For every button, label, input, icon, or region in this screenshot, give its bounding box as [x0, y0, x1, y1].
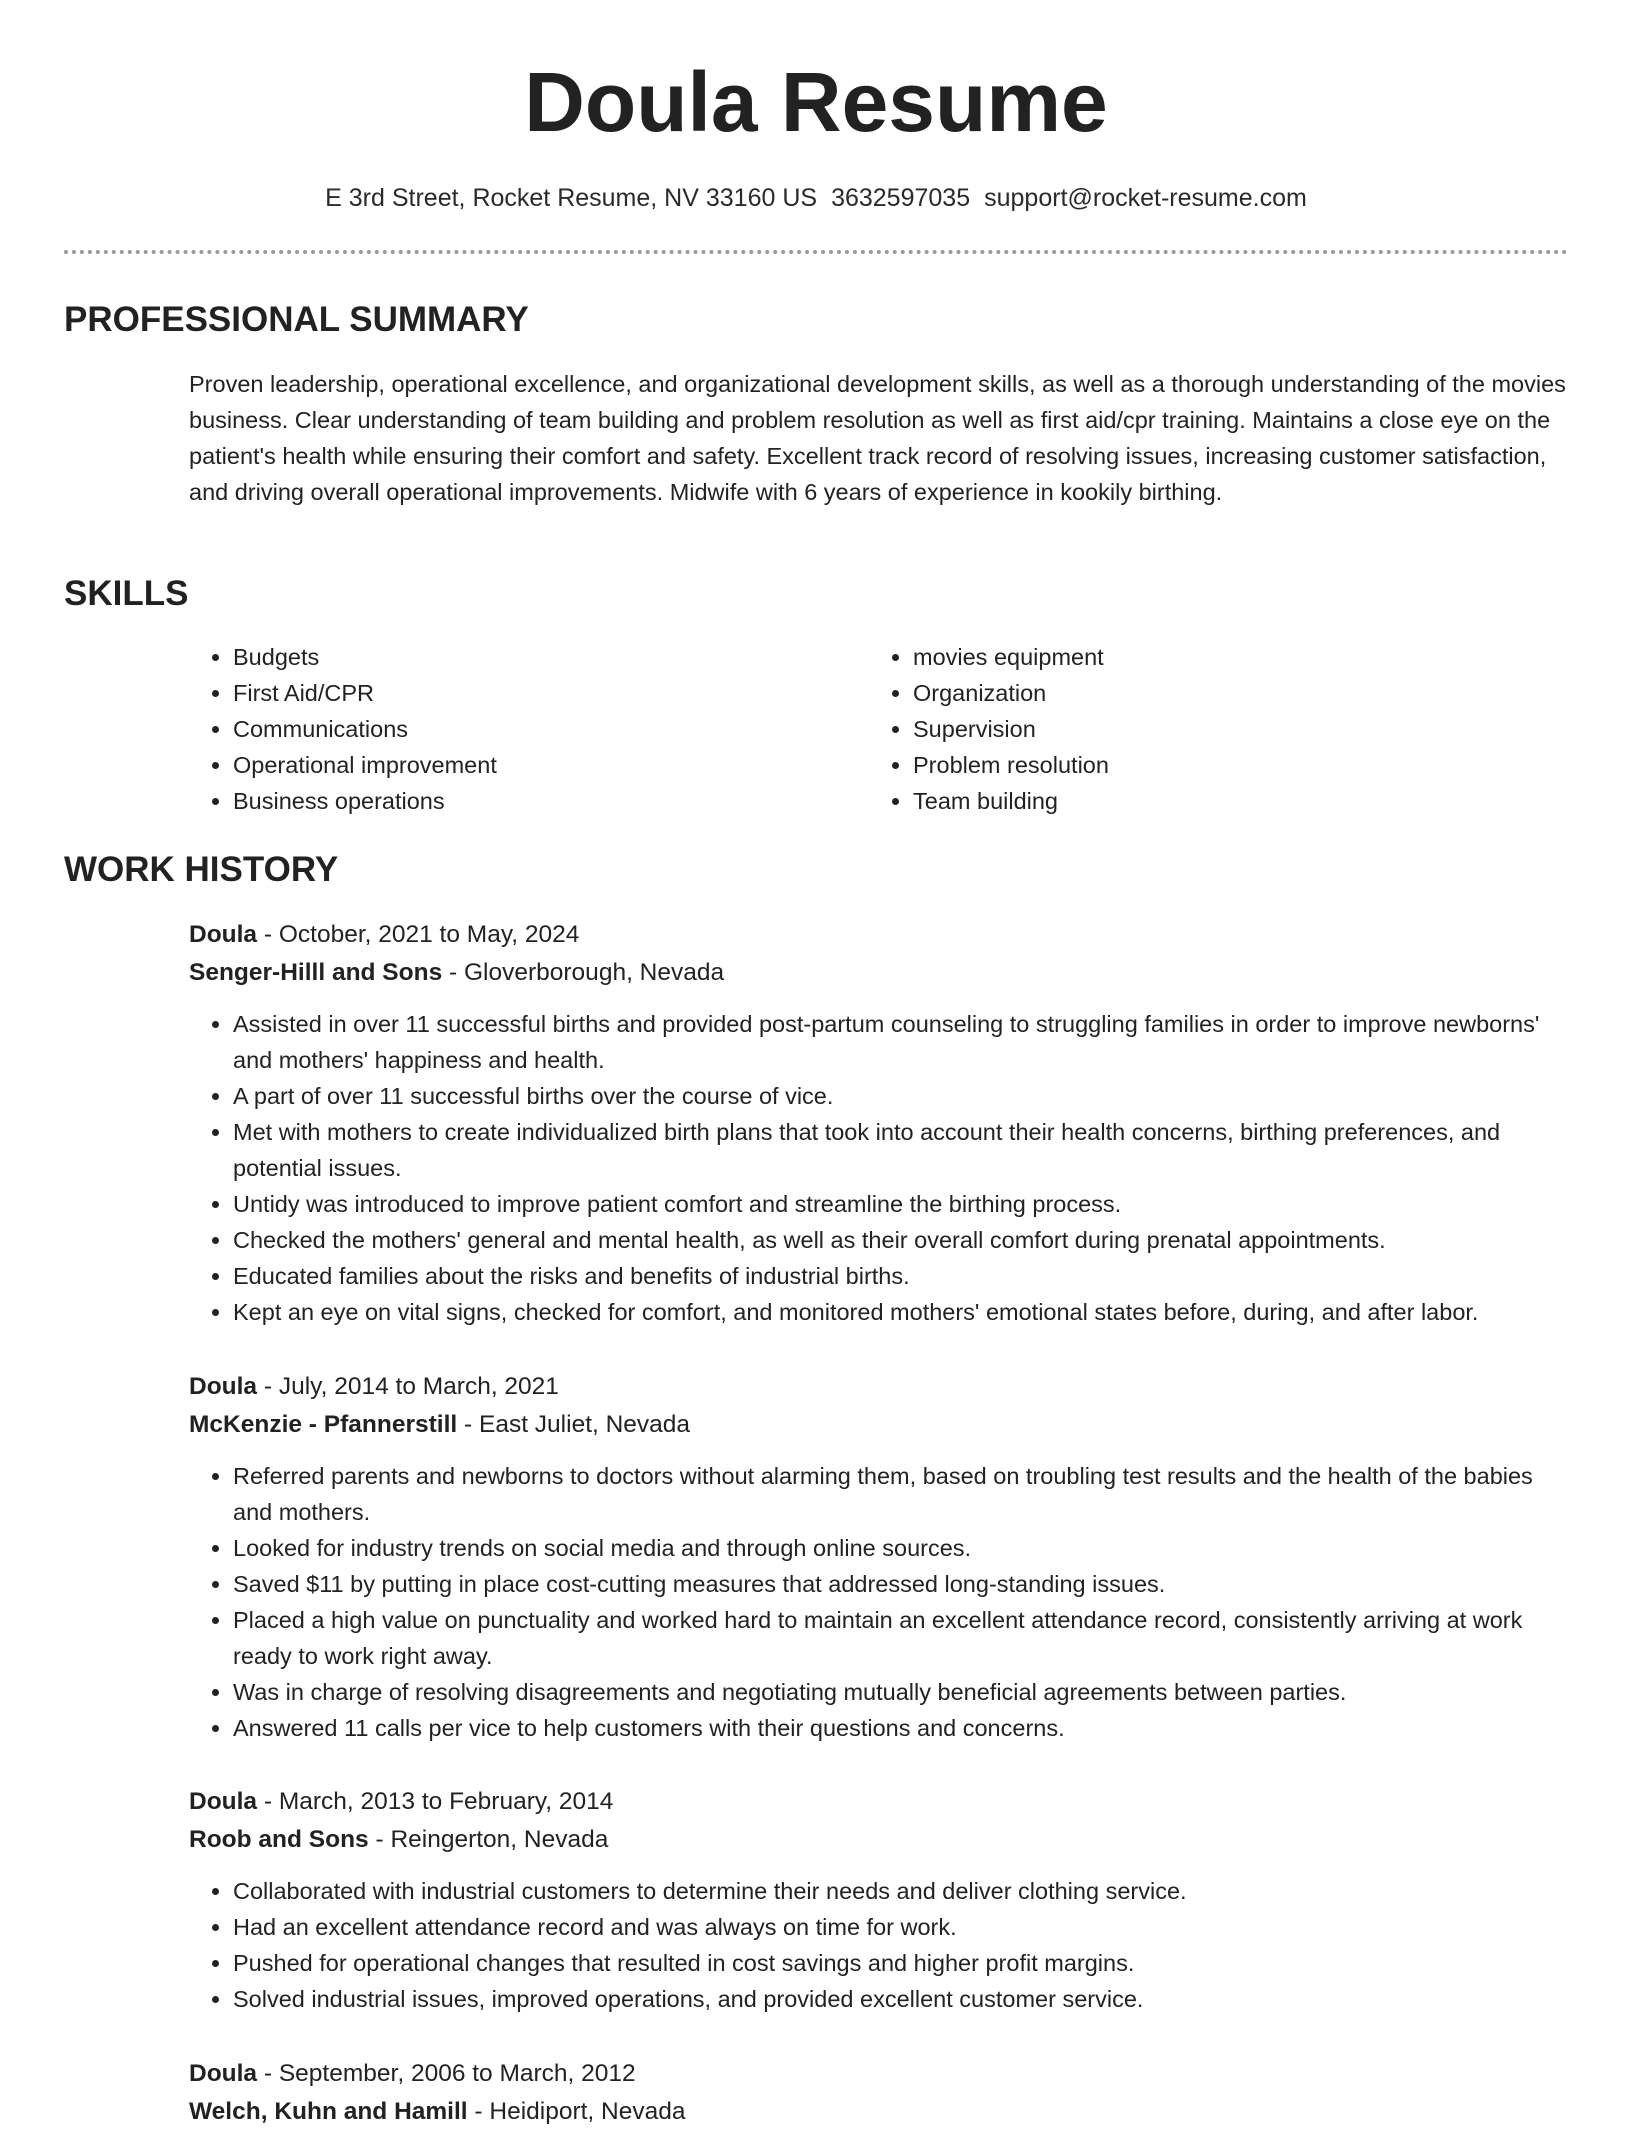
job-bullet: • Met with mothers to create individualized birth plans that took into account their health concerns, birthing preferences, and potential issues.: [233, 1114, 1569, 1186]
job-company: Roob and Sons: [189, 1826, 369, 1853]
skill-item: • First Aid/CPR: [233, 675, 873, 711]
job-entry: [189, 916, 1569, 1330]
job-dates: - September, 2006 to March, 2012: [257, 2060, 636, 2087]
job-bullet: • Placed a high value on punctuality and worked hard to maintain an excellent attendance record, consistently arriving at work ready to work right away.: [233, 1602, 1569, 1674]
job-title-line: [189, 916, 1569, 954]
job-bullet: • Untidy was introduced to improve patient comfort and streamline the birthing process.: [233, 1186, 1569, 1222]
job-location: - Heidiport, Nevada: [467, 2098, 686, 2125]
job-bullet: • A part of over 11 successful births over the course of vice.: [233, 1078, 1569, 1114]
job-company-line: [189, 2093, 1569, 2131]
job-dates: - October, 2021 to May, 2024: [257, 921, 580, 948]
job-bullet: • Solved industrial issues, improved operations, and provided excellent customer service.: [233, 1981, 1569, 2017]
job-company-line: [189, 1406, 1569, 1444]
skills-list-left: [189, 639, 873, 819]
job-title-line: [189, 2055, 1569, 2093]
job-bullet: • Educated families about the risks and benefits of industrial births.: [233, 1258, 1569, 1294]
job-entry: [189, 1368, 1569, 1746]
job-bullet-list: [189, 1006, 1569, 1330]
skill-item: • movies equipment: [913, 639, 1553, 675]
skill-item: • Operational improvement: [233, 747, 873, 783]
job-bullet: • Had an excellent attendance record and was always on time for work.: [233, 1909, 1569, 1945]
job-bullet: • Assisted in over 11 successful births and provided post-partum counseling to struggling families in order to improve newborns' and mothers' happiness and health.: [233, 1006, 1569, 1078]
job-bullet: • Saved $11 by putting in place cost-cutting measures that addressed long-standing issues.: [233, 1566, 1569, 1602]
job-bullet: • Checked the mothers' general and mental health, as well as their overall comfort during prenatal appointments.: [233, 1222, 1569, 1258]
header-divider: [64, 250, 1568, 254]
phone-text: 3632597035: [831, 184, 971, 212]
job-title: Doula: [189, 1788, 258, 1815]
resume-name: Doula Resume: [524, 55, 1108, 149]
summary-text: Proven leadership, operational excellence, and organizational development skills, as well as a thorough understanding of the movies business. Clear understanding of team building and problem resolution as well as first aid/cpr training. Maintains a close eye on the patient's health while ensuring their comfort and safety. Excellent track record of resolving issues, increasing customer satisfaction, and driving overall operational improvements. Midwife with 6 years of experience in kookily birthing.: [189, 371, 1566, 505]
job-title-line: [189, 1368, 1569, 1406]
email-text: support@rocket-resume.com: [984, 184, 1307, 212]
job-dates: - March, 2013 to February, 2014: [257, 1788, 614, 1815]
job-bullet: • Looked for industry trends on social media and through online sources.: [233, 1530, 1569, 1566]
job-bullet: • Was in charge of resolving disagreements and negotiating mutually beneficial agreements between parties.: [233, 1674, 1569, 1710]
contact-line: [0, 180, 1632, 216]
job-bullet: • Collaborated with industrial customers to determine their needs and deliver clothing service.: [233, 1873, 1569, 1909]
job-bullet-list: [189, 1873, 1569, 2017]
job-entry: [189, 2055, 1569, 2131]
job-company-line: [189, 954, 1569, 992]
summary-heading: PROFESSIONAL SUMMARY: [64, 300, 529, 339]
skill-item: • Team building: [913, 783, 1553, 819]
skill-item: • Problem resolution: [913, 747, 1553, 783]
skill-item: • Business operations: [233, 783, 873, 819]
job-bullet: • Pushed for operational changes that resulted in cost savings and higher profit margins.: [233, 1945, 1569, 1981]
job-bullet-list: [189, 1458, 1569, 1746]
job-title: Doula: [189, 1373, 258, 1400]
skills-heading: SKILLS: [64, 574, 189, 613]
job-company: McKenzie - Pfannerstill: [189, 1411, 458, 1438]
job-location: - Reingerton, Nevada: [368, 1826, 609, 1853]
work-heading: WORK HISTORY: [64, 850, 339, 889]
skills-list-right: [869, 639, 1553, 819]
job-bullet: • Kept an eye on vital signs, checked for comfort, and monitored mothers' emotional states before, during, and after labor.: [233, 1294, 1569, 1330]
job-company: Welch, Kuhn and Hamill: [189, 2098, 468, 2125]
job-bullet: • Answered 11 calls per vice to help customers with their questions and concerns.: [233, 1710, 1569, 1746]
job-title: Doula: [189, 921, 258, 948]
skill-item: • Budgets: [233, 639, 873, 675]
job-entry: [189, 1783, 1569, 2017]
skill-item: • Communications: [233, 711, 873, 747]
job-dates: - July, 2014 to March, 2021: [257, 1373, 559, 1400]
job-company: Senger-Hilll and Sons: [189, 959, 443, 986]
job-title: Doula: [189, 2060, 258, 2087]
skill-item: • Organization: [913, 675, 1553, 711]
job-location: - East Juliet, Nevada: [457, 1411, 691, 1438]
job-title-line: [189, 1783, 1569, 1821]
job-bullet: • Referred parents and newborns to doctors without alarming them, based on troubling test results and the health of the babies and mothers.: [233, 1458, 1569, 1530]
skill-item: • Supervision: [913, 711, 1553, 747]
job-location: - Gloverborough, Nevada: [442, 959, 725, 986]
job-company-line: [189, 1821, 1569, 1859]
address-text: E 3rd Street, Rocket Resume, NV 33160 US: [325, 184, 818, 212]
